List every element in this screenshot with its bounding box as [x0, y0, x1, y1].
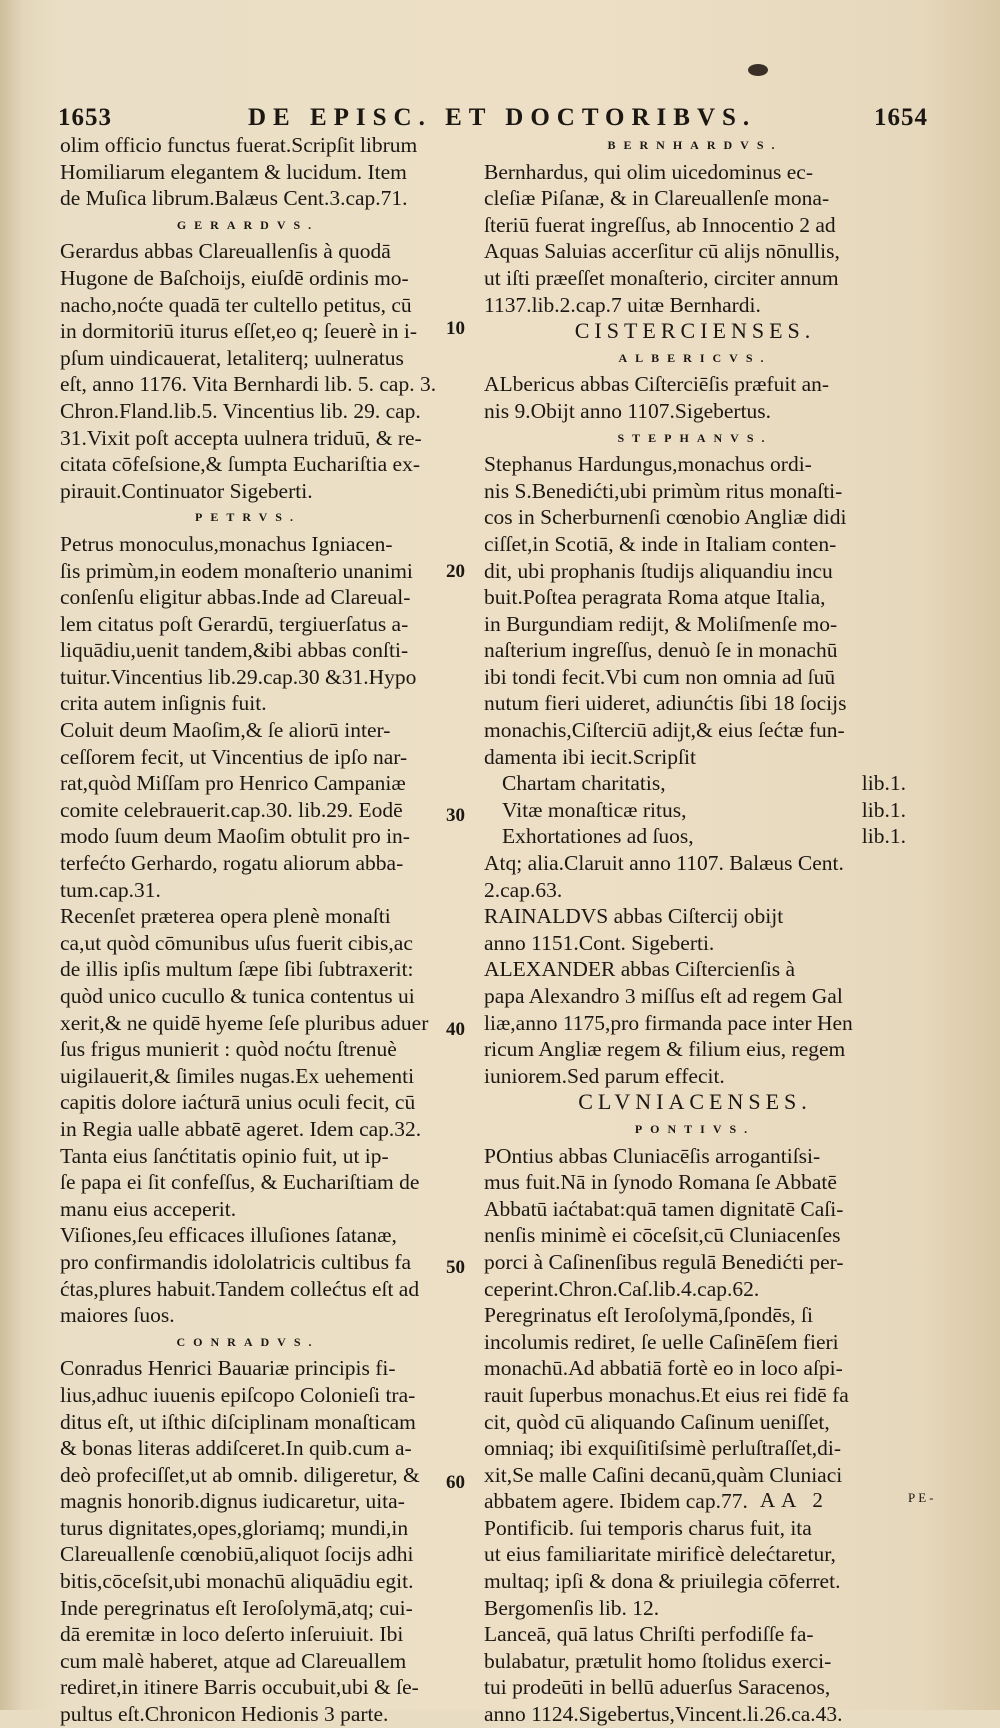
running-header: [58, 104, 958, 134]
text-line: ſis primùm,in eodem monaſterio unanimi: [60, 558, 413, 583]
line-number-marker: 10: [446, 318, 465, 339]
text-line: quòd unico cucullo & tunica contentus ui: [60, 984, 415, 1008]
text-line: tuitur.Vincentius lib.29.cap.30 &31.Hypo: [60, 664, 417, 689]
line-number-marker: 40: [446, 1019, 465, 1040]
line-number-marker: 60: [446, 1472, 465, 1493]
running-title: DE EPISC. ET DOCTORIBVS.: [248, 104, 757, 131]
text-line: ibi tondi fecit.Vbi cum non omnia ad ſuū: [484, 664, 836, 689]
text-line: dit, ubi prophanis ſtudijs aliquandiu incu: [484, 558, 833, 583]
text-line: iuniorem.Sed parum effecit.: [484, 1063, 725, 1088]
section-heading: CISTERCIENSES.: [574, 318, 816, 344]
work-title: Vitæ monaſticæ ritus,: [502, 797, 687, 822]
section-heading: PETRVS.: [195, 510, 301, 525]
text-line: rediret,in itinere Barris occubuit,ubi & ſe-: [60, 1675, 419, 1700]
work-list-entry: [484, 770, 906, 797]
text-line: liæ,anno 1175,pro firmanda pace inter Hen: [484, 1010, 853, 1035]
text-line: cum malè haberet, atque ad Clareuallem: [60, 1648, 407, 1673]
text-line: ALbericus abbas Ciſterciēſis præfuit an-: [484, 372, 830, 397]
text-line: buit.Poſtea peragrata Roma atque Italia,: [484, 585, 826, 610]
text-line: anno 1124.Sigebertus,Vincent.li.26.ca.43.: [484, 1702, 843, 1727]
work-title: Exhortationes ad ſuos,: [502, 824, 694, 849]
section-heading: BERNHARDVS.: [607, 138, 783, 152]
text-line: bulabatur, prætulit homo ſtolidus exerci-: [484, 1648, 832, 1673]
text-line: 1137.lib.2.cap.7 uitæ Bernhardi.: [484, 292, 761, 317]
text-line: xit,Se malle Caſini decanū,quàm Cluniaci: [484, 1462, 843, 1487]
text-line: magnis honorib.dignus iudicaretur, uita-: [60, 1489, 405, 1514]
text-line: nis S.Benedićti,ubi primùm ritus monaſti-: [484, 478, 843, 503]
line-number-marker: 30: [446, 805, 465, 826]
text-line: 31.Vixit poſt accepta uulnera triduū, & re-: [60, 425, 422, 450]
text-line: Tanta eius ſanćtitatis opinio fuit, ut ip-: [60, 1143, 389, 1168]
text-line: Hugone de Baſchoijs, eiuſdē ordinis mo-: [60, 265, 409, 290]
text-line: naſterium ingreſſus, denuò ſe in monachū: [484, 638, 838, 663]
text-line: incolumis rediret, ſe uelle Caſinēſem fieri: [484, 1329, 839, 1354]
text-line: comite celebrauerit.cap.30. lib.29. Eodē: [60, 797, 403, 822]
text-line: Stephanus Hardungus,monachus ordi-: [484, 452, 812, 477]
work-book-count: lib.1.: [861, 824, 906, 849]
text-line: maiores ſuos.: [60, 1303, 175, 1328]
text-line: de Muſica librum.Balæus Cent.3.cap.71.: [60, 186, 408, 211]
text-line: ceperint.Chron.Caſ.lib.4.cap.62.: [484, 1276, 760, 1301]
text-line: Homiliarum elegantem & lucidum. Item: [60, 159, 407, 184]
text-line: & bonas literas addiſceret.In quib.cum a-: [60, 1436, 412, 1461]
text-line: Chron.Fland.lib.5. Vincentius lib. 29. cap.: [60, 398, 421, 423]
text-line: dā eremitæ in loco deſerto inſeruiuit. Ibi: [60, 1622, 404, 1647]
catchword: PE-: [908, 1490, 937, 1505]
line-number-marker: 50: [446, 1257, 465, 1278]
text-line: POntius abbas Cluniacēſis arrogantiſsi-: [484, 1143, 821, 1168]
section-heading: GERARDVS.: [176, 217, 320, 232]
work-list-entry: [484, 797, 906, 824]
section-heading: ALBERICVS.: [618, 350, 772, 365]
text-line: multaq; ipſi & dona & priuilegia cōferret.: [484, 1569, 841, 1594]
page-footer: [760, 1488, 937, 1513]
text-line: cit, quòd cū aliquando Caſinum ueniſſet,: [484, 1409, 830, 1434]
text-line: Inde peregrinatus eſt Ieroſolymā,atq; cui-: [60, 1595, 413, 1620]
page-number-left: 1653: [58, 104, 112, 131]
text-line: pultus eſt.Chronicon Hedionis 3 parte.: [60, 1702, 389, 1727]
text-line: xerit,& ne quidē hyeme ſeſe pluribus aduer: [60, 1010, 429, 1035]
text-line: lem citatus poſt Gerardū, tergiuerſatus a-: [60, 611, 409, 636]
text-line: monachis,Ciſterciū adijt,& eius ſećtæ fun-: [484, 718, 845, 743]
text-line: Aquas Saluias accerſitur cū alijs nōnullis,: [484, 239, 840, 264]
text-line: ricum Angliæ regem & filium eius, regem: [484, 1037, 846, 1062]
text-line: crita autem inſignis fuit.: [60, 691, 267, 716]
work-title: Chartam charitatis,: [502, 771, 666, 796]
left-text-column: [60, 132, 436, 1728]
text-line: pirauit.Continuator Sigeberti.: [60, 478, 313, 503]
text-line: capitis dolore iaćturā unius oculi fecit, cū: [60, 1090, 416, 1115]
text-line: cleſiæ Piſanæ, & in Clareuallenſe mona-: [484, 186, 830, 211]
text-line: mus fuit.Nā in ſynodo Romana ſe Abbatē: [484, 1170, 837, 1195]
text-line: ceſſorem fecit, ut Vincentius de ipſo nar-: [60, 744, 408, 769]
text-line: monachū.Ad abbatiā fortè eo in loco aſpi-: [484, 1356, 843, 1381]
signature-mark: AA 2: [760, 1488, 829, 1512]
text-line: bitis,cōceſsit,ubi monachū aliquādiu egit.: [60, 1569, 414, 1594]
page-number-right: 1654: [874, 104, 928, 131]
text-line: cos in Scherburnenſi cœnobio Angliæ didi: [484, 505, 847, 530]
text-line: ćtas,plures habuit.Tandem collećtus eſt ad: [60, 1276, 420, 1301]
text-line: ut iſti præeſſet monaſterio, circiter annum: [484, 265, 839, 290]
section-heading: STEPHANVS.: [617, 430, 773, 445]
text-line: ciſſet,in Scotiā, & inde in Italiam conten-: [484, 531, 837, 556]
text-line: ca,ut quòd cōmunibus uſus fuerit cibis,ac: [60, 930, 413, 955]
text-line: Petrus monoculus,monachus Igniacen-: [60, 531, 393, 556]
text-line: nutum fieri uideret, adiunćtis ſibi 18 ſocijs: [484, 691, 847, 716]
text-line: in Regia ualle abbatē ageret. Idem cap.32.: [60, 1116, 422, 1141]
text-line: eſt, anno 1176. Vita Bernhardi lib. 5. cap. 3.: [60, 372, 437, 397]
text-line: in dormitoriū iturus eſſet,eo q; ſeuerè in i-: [60, 319, 418, 344]
text-line: ditus eſt, ut iſthic diſciplinam monaſticam: [60, 1409, 416, 1434]
text-line: anno 1151.Cont. Sigeberti.: [484, 930, 715, 955]
text-line: ſus frigus munierit : quòd noćtu ſtrenuè: [60, 1037, 397, 1062]
text-line: tui prodeūti in bellū aduerſus Saracenos,: [484, 1675, 831, 1700]
text-line: Lanceā, quā latus Chriſti perfodiſſe fa-: [484, 1622, 814, 1647]
text-line: citata cōfeſsione,& ſumpta Euchariſtia ex-: [60, 452, 420, 477]
text-line: Gerardus abbas Clareuallenſis à quodā: [60, 239, 391, 264]
text-line: Bergomenſis lib. 12.: [484, 1595, 660, 1620]
text-line: in Burgundiam redijt, & Moliſmenſe mo-: [484, 611, 838, 636]
work-list-entry: [484, 823, 906, 850]
right-text-column: [484, 132, 906, 1728]
text-line: ut eius familiaritate mirificè delećtaretur,: [484, 1542, 836, 1567]
text-line: Pontificib. ſui temporis charus fuit, ita: [484, 1515, 812, 1540]
text-line: manu eius acceperit.: [60, 1196, 237, 1221]
text-line: nis 9.Obijt anno 1107.Sigebertus.: [484, 398, 772, 423]
text-line: nenſis minimè ei cōceſsit,cū Cluniacenſes: [484, 1223, 841, 1248]
text-line: terfećto Gerhardo, rogatu aliorum abba-: [60, 851, 404, 876]
text-line: Bernhardus, qui olim uicedominus ec-: [484, 159, 813, 184]
text-line: porci à Caſinenſibus regulā Benedićti per-: [484, 1249, 844, 1274]
text-line: deò profeciſſet,ut ab omnib. diligeretur, &: [60, 1462, 420, 1487]
text-line: tum.cap.31.: [60, 877, 161, 902]
binding-gutter: [0, 0, 22, 1710]
section-heading: PONTIVS.: [634, 1121, 756, 1136]
text-line: liquādiu,uenit tandem,&ibi abbas conſti-: [60, 638, 409, 663]
text-line: damenta ibi iecit.Scripſit: [484, 744, 696, 769]
text-line: Clareuallenſe cœnobiū,aliquot ſocijs adhi: [60, 1542, 414, 1567]
text-line: Abbatū iaćtabat:quā tamen dignitatē Caſi-: [484, 1196, 844, 1221]
section-heading: CLVNIACENSES.: [578, 1089, 812, 1115]
work-book-count: lib.1.: [861, 771, 906, 796]
text-line: omniaq; ibi exquiſitiſsimè perluſtraſſet,di-: [484, 1436, 842, 1461]
text-line: Recenſet præterea opera plenè monaſti: [60, 904, 391, 929]
text-line: 2.cap.63.: [484, 877, 563, 902]
text-line: papa Alexandro 3 miſſus eſt ad regem Gal: [484, 984, 843, 1008]
text-line: ALEXANDER abbas Ciſtercienſis à: [484, 957, 796, 982]
text-line: nacho,noćte quadā ter cultello petitus, cū: [60, 292, 412, 317]
text-line: Viſiones,ſeu efficaces illuſiones ſatanæ,: [60, 1223, 397, 1248]
text-line: pſum uindicauerat, letaliterq; uulneratus: [60, 345, 404, 370]
text-line: Peregrinatus eſt Ieroſolymā,ſpondēs, ſi: [484, 1303, 813, 1328]
text-line: de illis ipſis multum ſæpe ſibi ſubtraxerit:: [60, 957, 414, 982]
section-heading: CONRADVS.: [176, 1334, 320, 1349]
text-line: Atq; alia.Claruit anno 1107. Balæus Cent.: [484, 851, 844, 876]
text-line: Conradus Henrici Bauariæ principis fi-: [60, 1356, 396, 1381]
text-line: uigilauerit,& ſimiles nugas.Ex uehementi: [60, 1063, 415, 1088]
ink-blot: [748, 64, 768, 76]
text-line: ſteriū fuerat ingreſſus, ab Innocentio 2 ad: [484, 212, 836, 237]
line-number-marker: 20: [446, 561, 465, 582]
text-line: pro confirmandis idololatricis cultibus fa: [60, 1249, 412, 1274]
text-line: rauit ſuperbus monachus.Et eius rei fidē fa: [484, 1382, 849, 1407]
text-line: RAINALDVS abbas Ciſtercij obijt: [484, 904, 784, 929]
text-line: conſenſu eligitur abbas.Inde ad Clareual-: [60, 585, 411, 610]
text-line: rat,quòd Miſſam pro Henrico Campaniæ: [60, 771, 406, 796]
text-line: modo ſuum deum Maoſim obtulit pro in-: [60, 824, 410, 849]
text-line: olim officio functus fuerat.Scripſit librum: [60, 133, 418, 157]
text-line: abbatem agere. Ibidem cap.77.: [484, 1489, 748, 1514]
text-line: lius,adhuc iuuenis epiſcopo Colonieſi tra-: [60, 1382, 416, 1407]
text-line: Coluit deum Maoſim,& ſe aliorū inter-: [60, 718, 391, 743]
text-line: turus dignitates,opes,gloriamq; mundi,in: [60, 1515, 409, 1540]
work-book-count: lib.1.: [861, 797, 906, 822]
text-line: ſe papa ei ſit confeſſus, & Euchariſtiam de: [60, 1170, 420, 1195]
